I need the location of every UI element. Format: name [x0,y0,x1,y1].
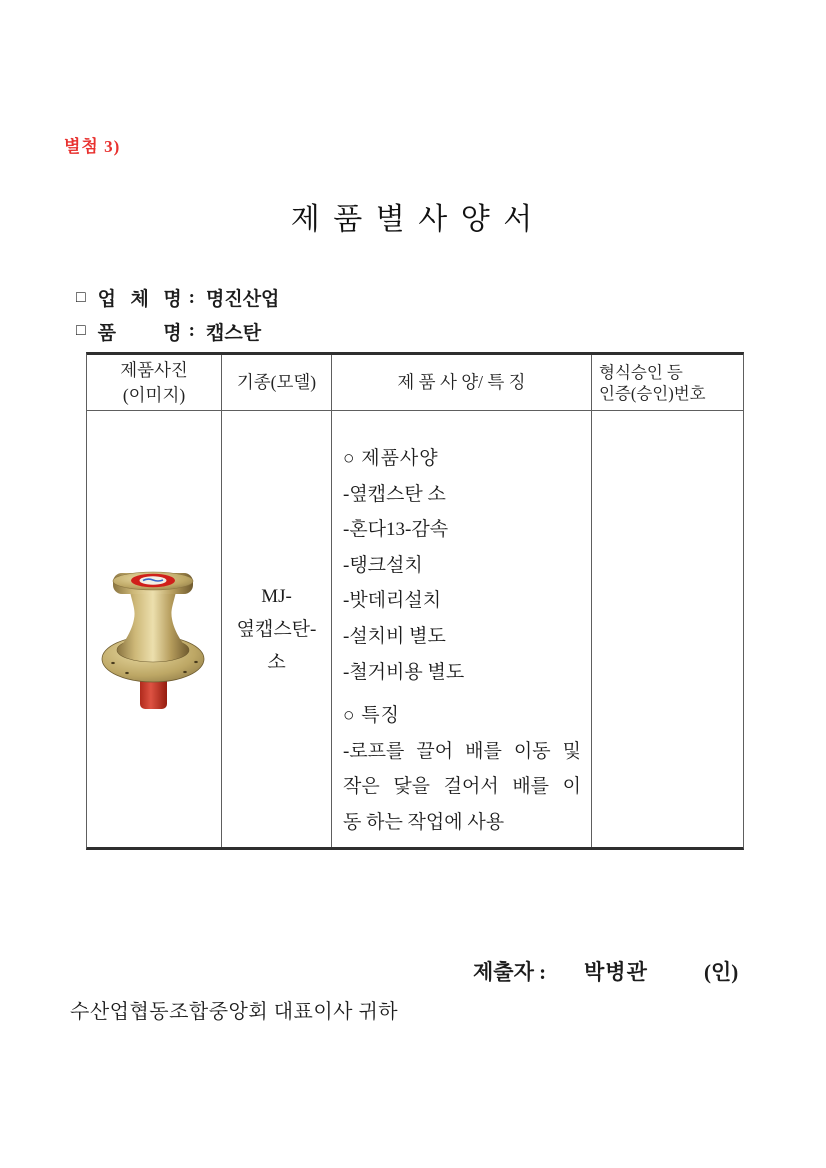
company-field-value: 명진산업 [206,289,280,311]
model-cell [221,411,331,847]
company-field [76,281,279,315]
model-line: 옆캡스탄- [236,618,317,640]
header-photo [87,355,221,411]
product-field-colon: : [188,320,195,342]
header-model [221,355,331,411]
checkbox-square-icon: □ [76,288,86,306]
seal-label: (인) [704,960,739,984]
spec-table [86,352,744,850]
header-approval-line2: 인증(승인)번호 [599,383,706,403]
checkbox-square-icon: □ [76,322,86,340]
approval-cell [591,411,743,847]
spec-feature-cell [331,411,591,847]
spec-section-title: ○ 제품사양 [343,448,439,469]
feature-line: -로프를 끌어 배를 이동 및 [343,740,581,762]
header-photo-line1: 제품사진 [120,359,188,380]
spec-item: -혼다13-감속 [343,519,449,541]
spec-item: -옆캡스탄 소 [343,483,446,505]
company-field-colon: : [188,286,195,308]
product-field [76,315,279,349]
header-approval [591,355,743,411]
model-line: 소 [267,651,286,673]
field-list [76,281,279,348]
recipient-line: 수산업협동조합중앙회 대표이사 귀하 [70,1001,399,1023]
model-line: MJ- [261,585,292,607]
spec-item: -밧데리설치 [343,590,442,612]
submitter-label: 제출자 : [473,960,547,984]
attachment-label: 별첨 3) [64,137,121,156]
submitter-name: 박병관 [584,960,648,984]
header-approval-line1: 형식승인 등 [599,362,683,382]
section-gap [343,690,581,698]
header-spec-line1: 제 품 사 양/ 특 징 [397,372,526,392]
spec-item: -설치비 별도 [343,625,446,647]
product-field-value: 캡스탄 [206,322,262,344]
feature-line: 동 하는 작업에 사용 [343,811,505,833]
header-spec [331,355,591,411]
capstan-drum [117,587,189,651]
header-photo-line2: (이미지) [122,384,186,405]
page-title: 제 품 별 사 양 서 [290,203,536,236]
company-field-label: 업 체 명 [97,289,182,311]
feature-section-title: ○ 특징 [343,705,400,727]
product-photo-cell [87,411,221,847]
capstan-product-photo [100,563,208,713]
feature-line: 작은 닻을 걸어서 배를 이 [343,776,581,798]
header-model-line1: 기종(모델) [236,372,317,392]
spec-item: -탱크설치 [343,554,423,576]
product-field-label: 품 명 [97,322,182,344]
spec-item: -철거비용 별도 [343,661,465,683]
